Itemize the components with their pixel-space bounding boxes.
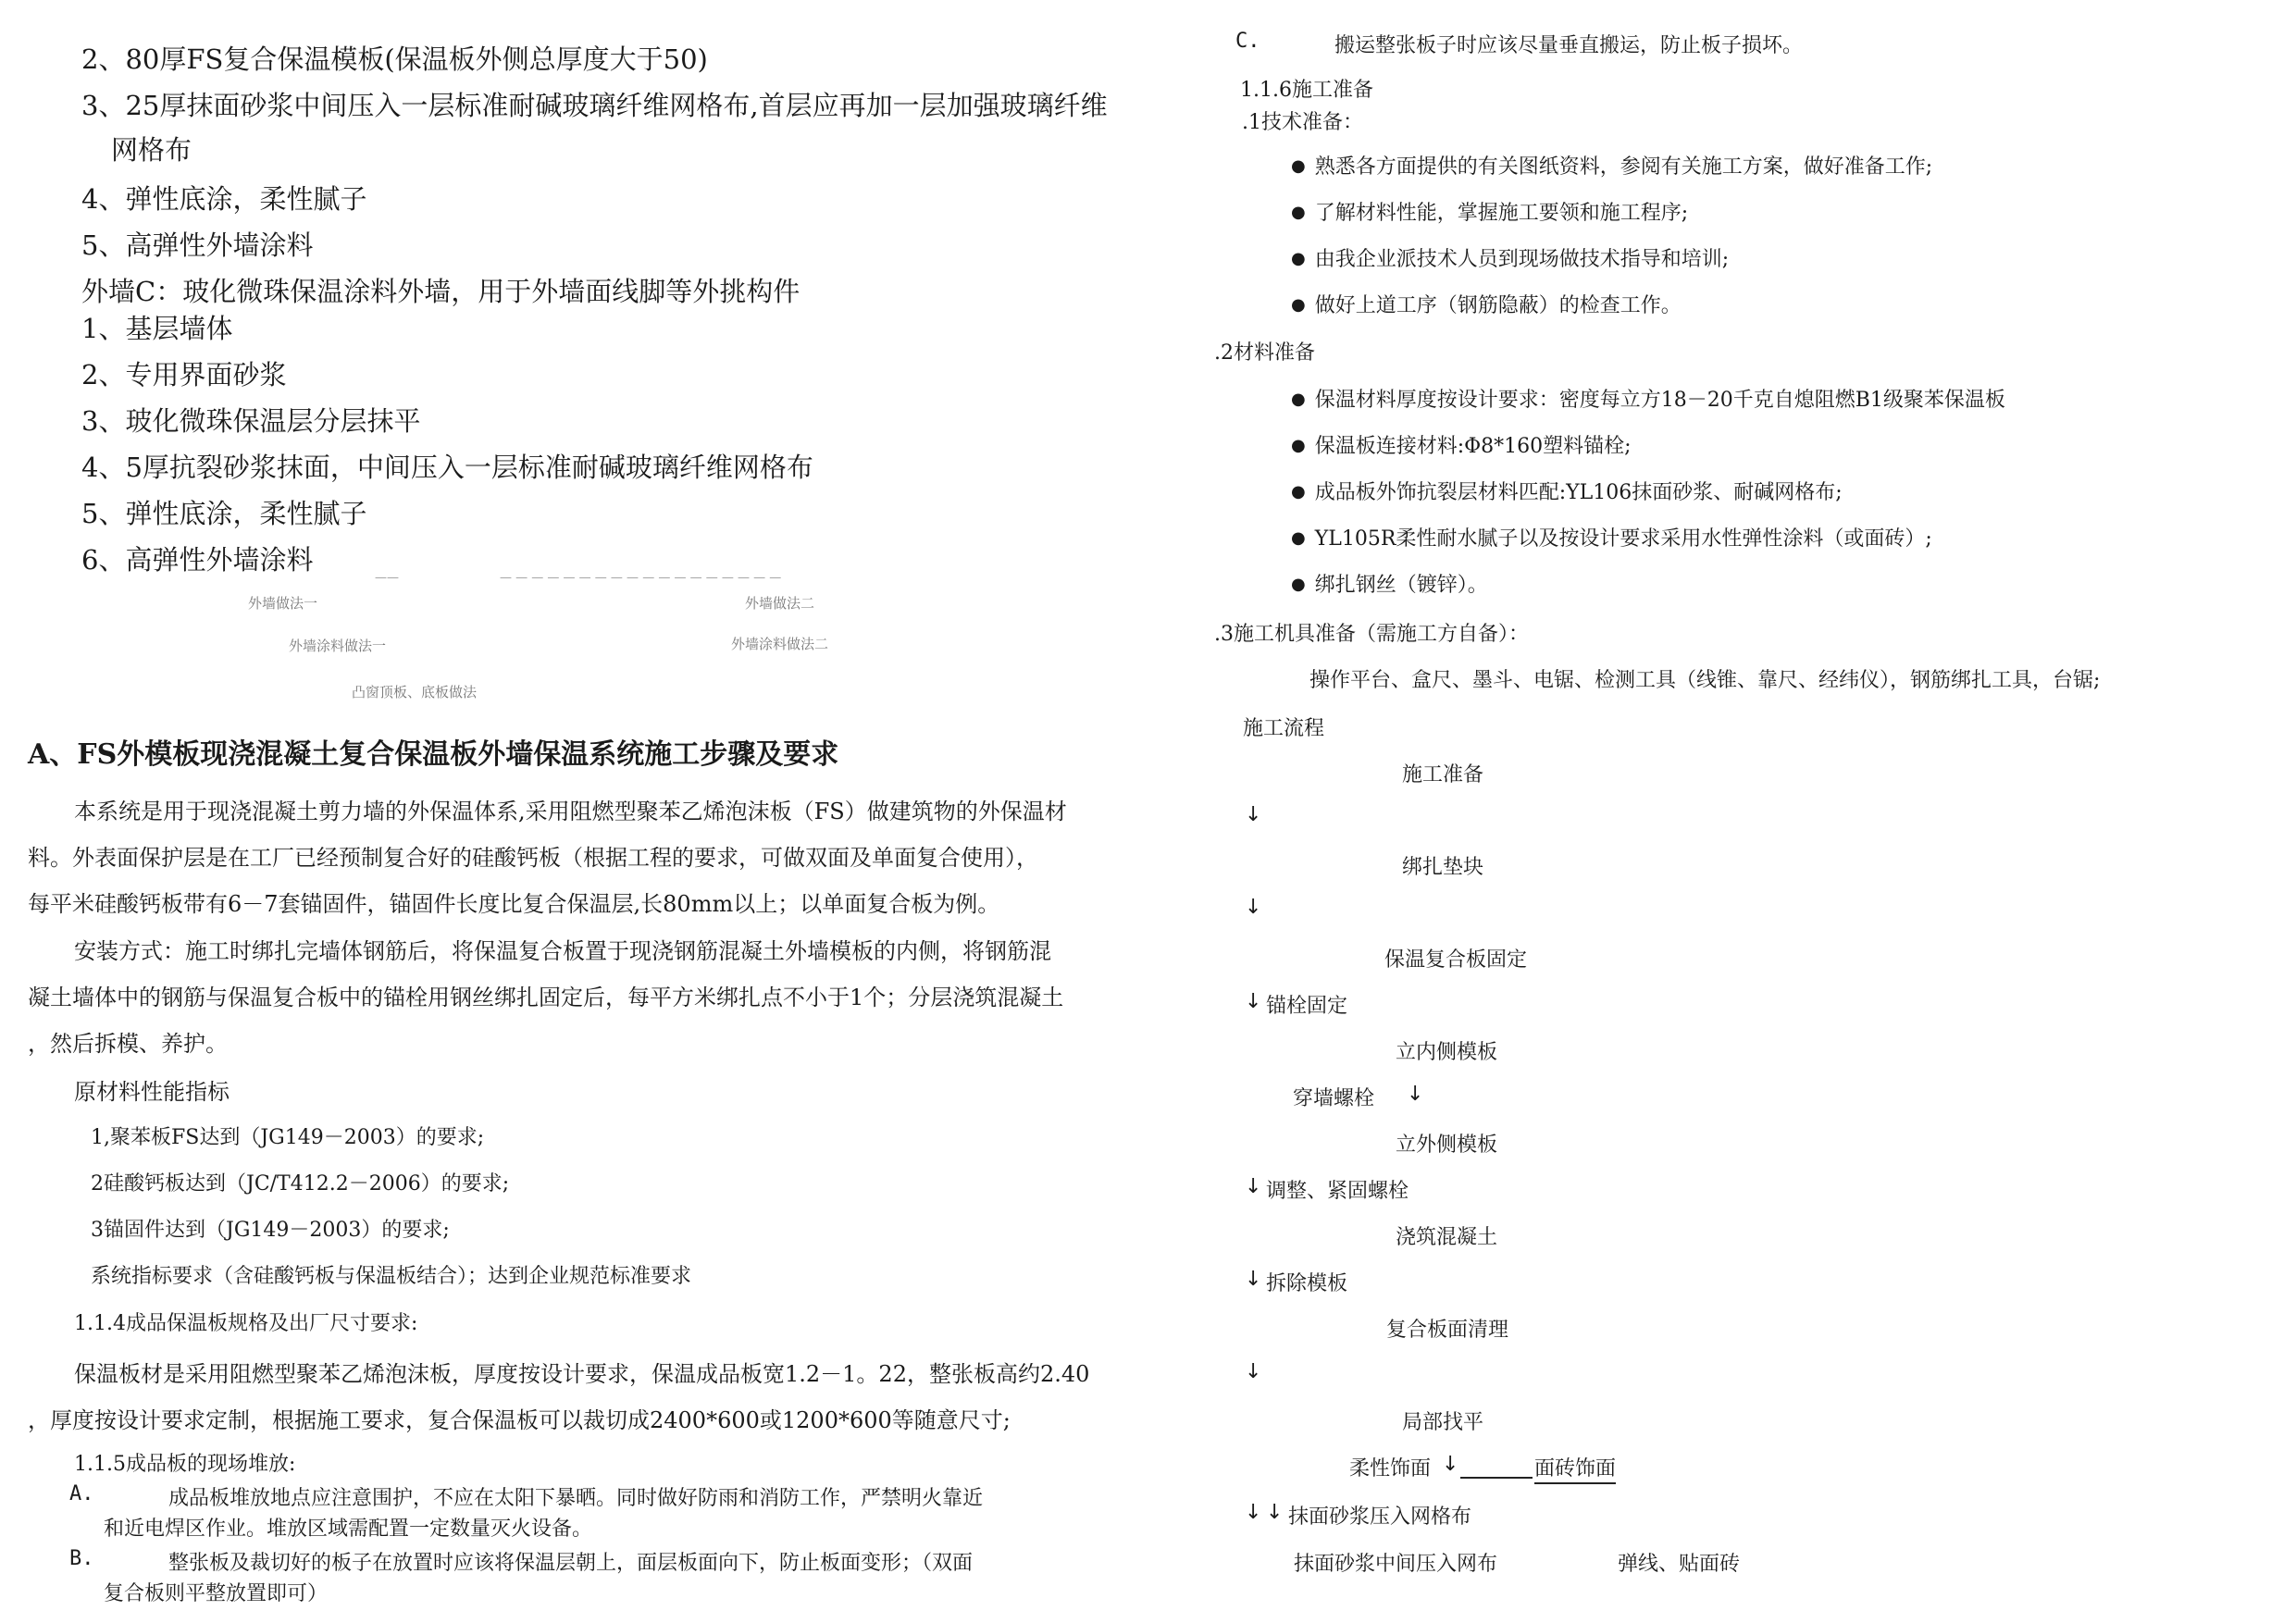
flow-arrow-1: ↓ — [1245, 803, 1262, 826]
flow-step-flexible-finish: 柔性饰面 — [1349, 1457, 1432, 1481]
flow-step-inner-form: 立内侧模板 — [1396, 1041, 1498, 1064]
figure-label-5: 凸窗顶板、底板做法 — [352, 684, 478, 700]
section-heading: A、FS外模板现浇混凝土复合保温板外墙保温系统施工步骤及要求 — [28, 738, 839, 771]
storage-b-marker: B. — [69, 1547, 94, 1570]
material-item-1: 1,聚苯板FS达到（JG149－2003）的要求; — [91, 1126, 485, 1149]
storage-title: 1.1.5成品板的现场堆放: — [74, 1453, 296, 1476]
flow-arrow-8: ↓ — [1442, 1453, 1459, 1476]
flow-step-tighten: 调整、紧固螺栓 — [1266, 1180, 1409, 1203]
install-line-3: ，然后拆模、养护。 — [28, 1031, 228, 1057]
layer-c-5: 5、弹性底涂，柔性腻子 — [81, 498, 367, 529]
flow-arrow-6: ↓ — [1245, 1268, 1262, 1291]
install-line-2: 凝土墙体中的钢筋与保温复合板中的锚栓用钢丝绑扎固定后，每平方米绑扎点不小于1个；分层浇筑混凝土 — [28, 985, 1064, 1010]
material-item-3: 3锚固件达到（JG149－2003）的要求; — [91, 1219, 450, 1242]
layer-b-3-cont: 网格布 — [111, 134, 192, 166]
figure-label-3: 外墙涂料做法一 — [289, 638, 387, 654]
figure-scan-mark-1: —— — [375, 571, 399, 585]
figure-scan-mark-2: — — — — — — — — — — — — — — — — — — — [500, 571, 782, 585]
flow-step-mesh-mid: 抹面砂浆中间压入网布 — [1294, 1553, 1498, 1576]
flow-step-pour: 浇筑混凝土 — [1396, 1226, 1498, 1249]
storage-b-line-1: 整张板及裁切好的板子在放置时应该将保温层朝上，面层板面向下，防止板面变形；（双面 — [168, 1552, 974, 1575]
spec-line-1: 保温板材是采用阻燃型聚苯乙烯泡沫板，厚度按设计要求，保温成品板宽1.2－1。22，整张板高约2.40 — [74, 1361, 1090, 1387]
storage-a-marker: A. — [69, 1482, 94, 1505]
tech-item-1: ● 熟悉各方面提供的有关图纸资料，参阅有关施工方案，做好准备工作; — [1291, 151, 1932, 180]
flow-step-tile-finish: 面砖饰面 — [1534, 1453, 1616, 1484]
storage-a-line-2: 和近电焊区作业。堆放区域需配置一定数量灭火设备。 — [104, 1518, 593, 1541]
flow-arrow-7: ↓ — [1245, 1360, 1262, 1383]
storage-c-text: 搬运整张板子时应该尽量垂直搬运，防止板子损坏。 — [1334, 34, 1804, 57]
flow-arrow-5: ↓ — [1245, 1175, 1262, 1198]
install-line-1: 安装方式：施工时绑扎完墙体钢筋后，将保温复合板置于现浇钢筋混凝土外墙模板的内侧，将钢筋混 — [74, 938, 1051, 964]
flow-step-fix-board: 保温复合板固定 — [1384, 948, 1528, 972]
figure-label-2: 外墙做法二 — [745, 595, 815, 612]
layer-b-2: 2、80厚FS复合保温模板(保温板外侧总厚度大于50) — [81, 43, 708, 75]
tech-item-2: ● 了解材料性能，掌握施工要领和施工程序; — [1291, 197, 1688, 226]
material-item-2: 2硅酸钙板达到（JC/T412.2－2006）的要求; — [91, 1172, 510, 1196]
layer-b-3: 3、25厚抹面砂浆中间压入一层标准耐碱玻璃纤维网格布,首层应再加一层加强玻璃纤维 — [81, 90, 1108, 121]
flow-step-clean: 复合板面清理 — [1386, 1319, 1509, 1342]
intro-line-1: 本系统是用于现浇混凝土剪力墙的外保温体系,采用阻燃型聚苯乙烯泡沫板（FS）做建筑物的外保温材 — [74, 799, 1067, 824]
figure-label-1: 外墙做法一 — [248, 595, 318, 612]
tech-item-4: ● 做好上道工序（钢筋隐蔽）的检查工作。 — [1291, 290, 1682, 318]
layer-c-6: 6、高弹性外墙涂料 — [81, 544, 314, 576]
flow-arrow-10: ↓ — [1266, 1501, 1284, 1524]
flow-arrow-4: ↓ — [1407, 1083, 1424, 1106]
tools-title: .3施工机具准备（需施工方自备）： — [1214, 623, 1529, 646]
intro-line-3: 每平米硅酸钙板带有6－7套锚固件，锚固件长度比复合保温层,长80mm以上；以单面复合板为例。 — [28, 891, 1000, 917]
spec-title: 1.1.4成品保温板规格及出厂尺寸要求: — [74, 1312, 418, 1335]
flow-arrow-2: ↓ — [1245, 896, 1262, 919]
material-title: 原材料性能指标 — [74, 1079, 230, 1105]
flow-arrow-9: ↓ — [1245, 1501, 1262, 1524]
figure-label-4: 外墙涂料做法二 — [731, 636, 829, 652]
tools-text: 操作平台、盒尺、墨斗、电锯、检测工具（线锥、靠尺、经纬仪），钢筋绑扎工具，台锯; — [1309, 669, 2101, 692]
flow-arrow-3: ↓ — [1245, 990, 1262, 1013]
spec-line-2: ，厚度按设计要求定制，根据施工要求，复合保温板可以裁切成2400*600或1200*600等随意尺寸; — [28, 1407, 1011, 1433]
layer-c-3: 3、玻化微珠保温层分层抹平 — [81, 405, 421, 437]
storage-b-line-2: 复合板则平整放置即可） — [104, 1582, 329, 1605]
flow-step-tile: 弹线、贴面砖 — [1618, 1553, 1741, 1576]
material-prep-item-2: ● 保温板连接材料:Φ8*160塑料锚栓; — [1291, 430, 1632, 459]
storage-a-line-1: 成品板堆放地点应注意围护，不应在太阳下暴晒。同时做好防雨和消防工作，严禁明火靠近 — [168, 1487, 984, 1510]
flow-step-prepare: 施工准备 — [1402, 763, 1484, 787]
wall-c-title: 外墙C：玻化微珠保温涂料外墙，用于外墙面线脚等外挑构件 — [81, 276, 800, 307]
flow-step-level: 局部找平 — [1402, 1411, 1484, 1434]
material-prep-item-1: ● 保温材料厚度按设计要求：密度每立方18－20千克自熄阻燃B1级聚苯保温板 — [1291, 384, 2005, 413]
storage-c-marker: C. — [1235, 30, 1260, 53]
flow-step-wall-bolts: 穿墙螺栓 — [1293, 1087, 1375, 1110]
material-item-4: 系统指标要求（含硅酸钙板与保温板结合）；达到企业规范标准要求 — [91, 1265, 692, 1288]
intro-line-2: 料。外表面保护层是在工厂已经预制复合好的硅酸钙板（根据工程的要求，可做双面及单面复合使用）， — [28, 845, 1038, 871]
prep-title: 1.1.6施工准备 — [1240, 79, 1373, 102]
layer-c-1: 1、基层墙体 — [81, 313, 233, 344]
flow-step-tie-pads: 绑扎垫块 — [1402, 856, 1484, 879]
material-prep-item-3: ● 成品板外饰抗裂层材料匹配:YL106抹面砂浆、耐碱网格布; — [1291, 477, 1843, 505]
material-prep-item-4: ● YL105R柔性耐水腻子以及按设计要求采用水性弹性涂料（或面砖）; — [1291, 523, 1932, 551]
flow-step-outer-form: 立外侧模板 — [1396, 1134, 1498, 1157]
tech-title: .1技术准备： — [1242, 111, 1363, 134]
flow-step-remove-form: 拆除模板 — [1266, 1272, 1348, 1295]
flow-underline-gap — [1460, 1477, 1533, 1479]
flow-title: 施工流程 — [1243, 717, 1325, 740]
flow-step-mesh: 抹面砂浆压入网格布 — [1288, 1505, 1472, 1529]
right-column — [1203, 0, 2296, 1623]
material-prep-item-5: ● 绑扎钢丝（镀锌）。 — [1291, 569, 1488, 598]
tech-item-3: ● 由我企业派技术人员到现场做技术指导和培训; — [1291, 243, 1729, 272]
figure-area — [241, 569, 842, 708]
layer-b-5: 5、高弹性外墙涂料 — [81, 229, 314, 261]
layer-c-2: 2、专用界面砂浆 — [81, 359, 287, 390]
material-prep-title: .2材料准备 — [1214, 341, 1315, 365]
layer-b-4: 4、弹性底涂，柔性腻子 — [81, 183, 367, 215]
layer-c-4: 4、5厚抗裂砂浆抹面，中间压入一层标准耐碱玻璃纤维网格布 — [81, 452, 813, 483]
flow-step-anchor: 锚栓固定 — [1266, 995, 1348, 1018]
